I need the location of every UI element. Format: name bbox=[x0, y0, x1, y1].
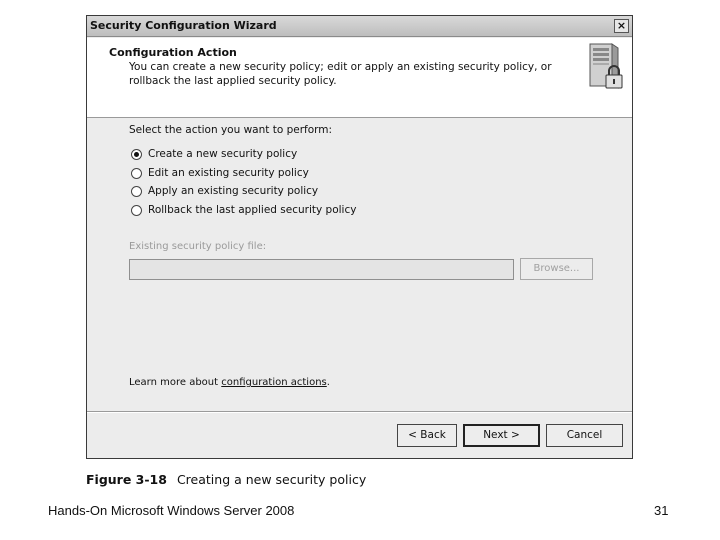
option-label: Rollback the last applied security policy bbox=[148, 204, 357, 216]
learn-more-text bbox=[129, 377, 330, 388]
policy-file-input[interactable] bbox=[129, 259, 514, 280]
radio-button-selected[interactable] bbox=[131, 149, 142, 160]
option-label: Edit an existing security policy bbox=[148, 167, 309, 179]
policy-file-label: Existing security policy file: bbox=[129, 241, 267, 252]
option-label: Apply an existing security policy bbox=[148, 185, 319, 197]
learn-more-prefix: Learn more about bbox=[129, 377, 222, 388]
page-title: Configuration Action bbox=[109, 46, 237, 59]
option-create[interactable] bbox=[131, 147, 297, 161]
close-button[interactable] bbox=[614, 19, 629, 33]
figure-number: Figure 3-18 bbox=[86, 472, 167, 487]
option-edit[interactable] bbox=[131, 166, 309, 180]
button-divider bbox=[87, 411, 632, 413]
book-title: Hands-On Microsoft Windows Server 2008 bbox=[48, 503, 295, 518]
option-apply[interactable] bbox=[131, 184, 318, 198]
cancel-button[interactable]: Cancel bbox=[546, 424, 623, 447]
page-number: 31 bbox=[654, 503, 669, 518]
title-bar[interactable] bbox=[87, 16, 632, 37]
next-button[interactable]: Next > bbox=[463, 424, 540, 447]
wizard-header bbox=[87, 38, 632, 118]
option-label: Create a new security policy bbox=[148, 148, 298, 160]
page-description: You can create a new security policy; edit or apply an existing security policy, or rollback the last applied security policy. bbox=[129, 61, 552, 87]
radio-button[interactable] bbox=[131, 168, 142, 179]
configuration-actions-link[interactable]: configuration actions bbox=[221, 377, 327, 388]
radio-button[interactable] bbox=[131, 205, 142, 216]
action-prompt: Select the action you want to perform: bbox=[129, 124, 333, 136]
back-button[interactable]: < Back bbox=[397, 424, 457, 447]
close-icon: × bbox=[616, 19, 627, 32]
browse-button[interactable]: Browse... bbox=[520, 258, 593, 280]
wizard-window bbox=[86, 15, 633, 459]
learn-more-suffix: . bbox=[326, 377, 330, 388]
radio-button[interactable] bbox=[131, 186, 142, 197]
figure-title: Creating a new security policy bbox=[176, 472, 367, 487]
figure-caption bbox=[86, 472, 366, 487]
option-rollback[interactable] bbox=[131, 203, 356, 217]
server-lock-icon bbox=[584, 42, 626, 92]
window-title: Security Configuration Wizard bbox=[90, 19, 277, 32]
